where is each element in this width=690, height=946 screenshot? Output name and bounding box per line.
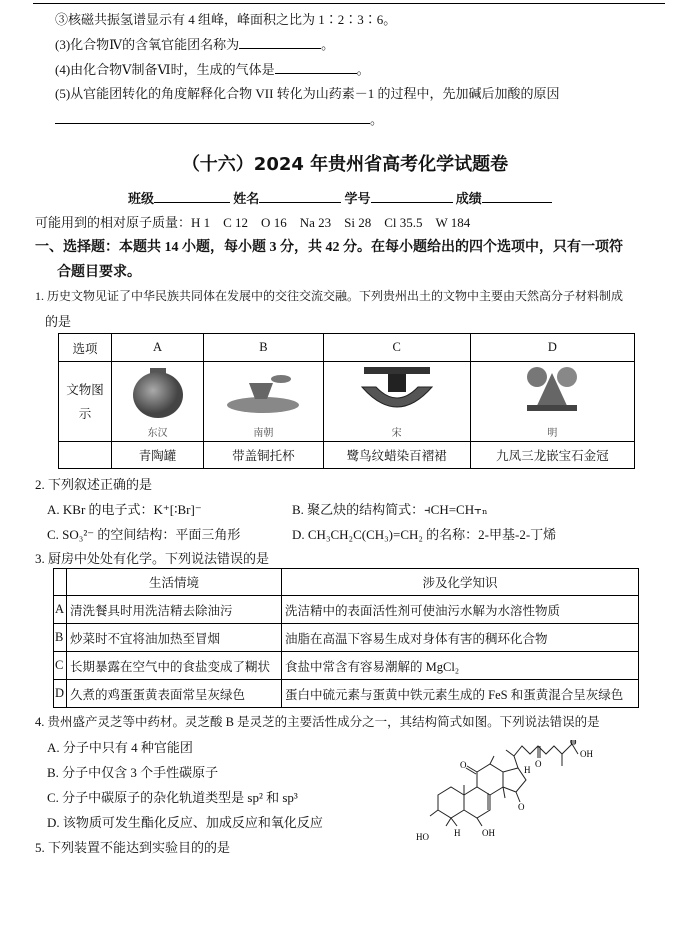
atom-label-h: H [524, 765, 531, 775]
artifact-c [323, 362, 470, 442]
knowledge-cell: 油脂在高温下容易生成对身体有害的稠环化合物 [282, 624, 639, 652]
question-text: (4)由化合物Ⅴ制备Ⅵ时，生成的气体是 [55, 62, 275, 77]
knowledge-cell: 食盐中常含有容易潮解的 MgCl₂ [282, 652, 639, 680]
q2-option-b: B. 聚乙炔的结构简式：⫞CH=CH⫟ₙ [292, 502, 488, 517]
scenario-cell: 久煮的鸡蛋蛋黄表面常呈灰绿色 [67, 680, 282, 708]
prev-question-5: (5)从官能团转化的角度解释化合物 VII 转化为山药素－1 的过程中，先加碱后加酸的原因 [55, 86, 560, 101]
table-row [54, 596, 639, 624]
artifact-caption: 南朝 [253, 427, 274, 439]
atom-label-h: H [454, 828, 461, 838]
header-cell [54, 569, 67, 596]
scenario-cell: 长期暴露在空气中的食盐变成了糊状 [67, 652, 282, 680]
q3-table [53, 568, 639, 708]
atom-label-o: O [570, 740, 577, 747]
artifact-name: 九凤三龙嵌宝石金冠 [470, 442, 634, 469]
period: 。 [356, 62, 370, 77]
scenario-cell: 清洗餐具时用洗洁精去除油污 [67, 596, 282, 624]
artifact-caption: 宋 [391, 427, 402, 439]
atom-label-o: O [460, 760, 467, 770]
pottery-jar-image [128, 365, 188, 420]
name-field[interactable] [259, 190, 341, 203]
q2-stem: 2. 下列叙述正确的是 [35, 477, 153, 492]
q1-stem-cont: 的是 [45, 314, 72, 329]
answer-blank[interactable] [55, 111, 370, 124]
answer-blank[interactable] [275, 61, 357, 74]
q1-stem: 1. 历史文物见证了中华民族共同体在发展中的交往交流交融。下列贵州出土的文物中主要由天然高分子材料制成 [35, 289, 624, 303]
q1-table [58, 333, 635, 469]
page-title: （十六）2024 年贵州省高考化学试题卷 [181, 154, 509, 175]
atom-label-o: O [518, 802, 525, 812]
option-letter: C [54, 652, 67, 680]
student-info [128, 188, 552, 207]
knowledge-cell: 蛋白中硫元素与蛋黄中铁元素生成的 FeS 和蛋黄混合呈灰绿色 [282, 680, 639, 708]
q4-option-d: D. 该物质可发生酯化反应、加成反应和氧化反应 [47, 815, 323, 830]
bronze-cup-image [223, 365, 303, 420]
name-label: 姓名 [233, 191, 260, 206]
class-field[interactable] [154, 190, 230, 203]
artifact-name: 带盖铜托杯 [204, 442, 324, 469]
header-cell: 涉及化学知识 [282, 569, 639, 596]
period: 。 [321, 37, 335, 52]
artifact-d [470, 362, 634, 442]
atom-label-oh: OH [580, 749, 593, 759]
q4-option-b: B. 分子中仅含 3 个手性碳原子 [47, 765, 219, 780]
q5-stem: 5. 下列装置不能达到实验目的的是 [35, 840, 231, 855]
empty-cell [59, 442, 112, 469]
artifact-caption: 东汉 [147, 427, 168, 439]
period: 。 [370, 112, 384, 127]
id-label: 学号 [344, 191, 371, 206]
artifact-name: 鹭鸟纹蜡染百褶裙 [323, 442, 470, 469]
header-cell: C [323, 334, 470, 362]
row-label: 文物图示 [59, 362, 112, 442]
table-row [59, 442, 635, 469]
prev-question-3 [55, 34, 334, 53]
table-row [54, 652, 639, 680]
atom-label-o: O [535, 759, 542, 769]
prev-question-4 [55, 59, 370, 78]
option-letter: D [54, 680, 67, 708]
score-field[interactable] [482, 190, 552, 203]
option-letter: B [54, 624, 67, 652]
table-row [54, 680, 639, 708]
section-heading-cont: 合题目要求。 [57, 265, 141, 280]
id-field[interactable] [371, 190, 453, 203]
header-cell: A [112, 334, 204, 362]
knowledge-cell: 洗洁精中的表面活性剂可使油污水解为水溶性物质 [282, 596, 639, 624]
batik-skirt-image [352, 365, 442, 420]
q2-option-c: C. SO₃²⁻ 的空间结构：平面三角形 [47, 527, 241, 542]
header-cell: B [204, 334, 324, 362]
table-row [54, 624, 639, 652]
q4-option-c: C. 分子中碳原子的杂化轨道类型是 sp² 和 sp³ [47, 790, 298, 805]
answer-blank[interactable] [239, 36, 321, 49]
table-header-row [54, 569, 639, 596]
scenario-cell: 炒菜时不宜将油加热至冒烟 [67, 624, 282, 652]
prev-answer-line [55, 109, 383, 128]
score-label: 成绩 [455, 191, 482, 206]
artifact-caption: 明 [547, 427, 558, 439]
atom-label-ho: HO [416, 832, 429, 842]
q4-option-a: A. 分子中只有 4 种官能团 [47, 740, 193, 755]
artifact-name: 青陶罐 [112, 442, 204, 469]
q2-option-d: D. CH₃CH₂C(CH₃)=CH₂ 的名称：2-甲基-2-丁烯 [292, 527, 557, 542]
class-label: 班级 [128, 191, 155, 206]
artifact-a [112, 362, 204, 442]
q4-stem: 4. 贵州盛产灵芝等中药材。灵芝酸 B 是灵芝的主要活性成分之一，其结构简式如图。下列说法错误的是 [35, 715, 600, 729]
option-letter: A [54, 596, 67, 624]
atom-label-oh: OH [482, 828, 495, 838]
prev-condition-3: ③核磁共振氢谱显示有 4 组峰，峰面积之比为 1∶2∶3∶6。 [55, 12, 397, 27]
ganoderic-acid-structure [410, 740, 620, 850]
header-cell: D [470, 334, 634, 362]
section-heading: 一、选择题：本题共 14 小题，每小题 3 分，共 42 分。在每小题给出的四个选项中，只有一项符 [35, 240, 623, 255]
q3-stem: 3. 厨房中处处有化学。下列说法错误的是 [35, 551, 270, 566]
table-header-row [59, 334, 635, 362]
header-cell: 选项 [59, 334, 112, 362]
artifact-b [204, 362, 324, 442]
question-text: (3)化合物Ⅳ的含氧官能团名称为 [55, 37, 240, 52]
header-cell: 生活情境 [67, 569, 282, 596]
table-row [59, 362, 635, 442]
top-rule [33, 3, 665, 4]
atomic-masses: 可能用到的相对原子质量：H 1 C 12 O 16 Na 23 Si 28 Cl 35.5 W 184 [35, 215, 471, 230]
q2-option-a: A. KBr 的电子式：K⁺[∶Br]⁻ [47, 502, 202, 517]
gold-crown-image [517, 365, 587, 420]
